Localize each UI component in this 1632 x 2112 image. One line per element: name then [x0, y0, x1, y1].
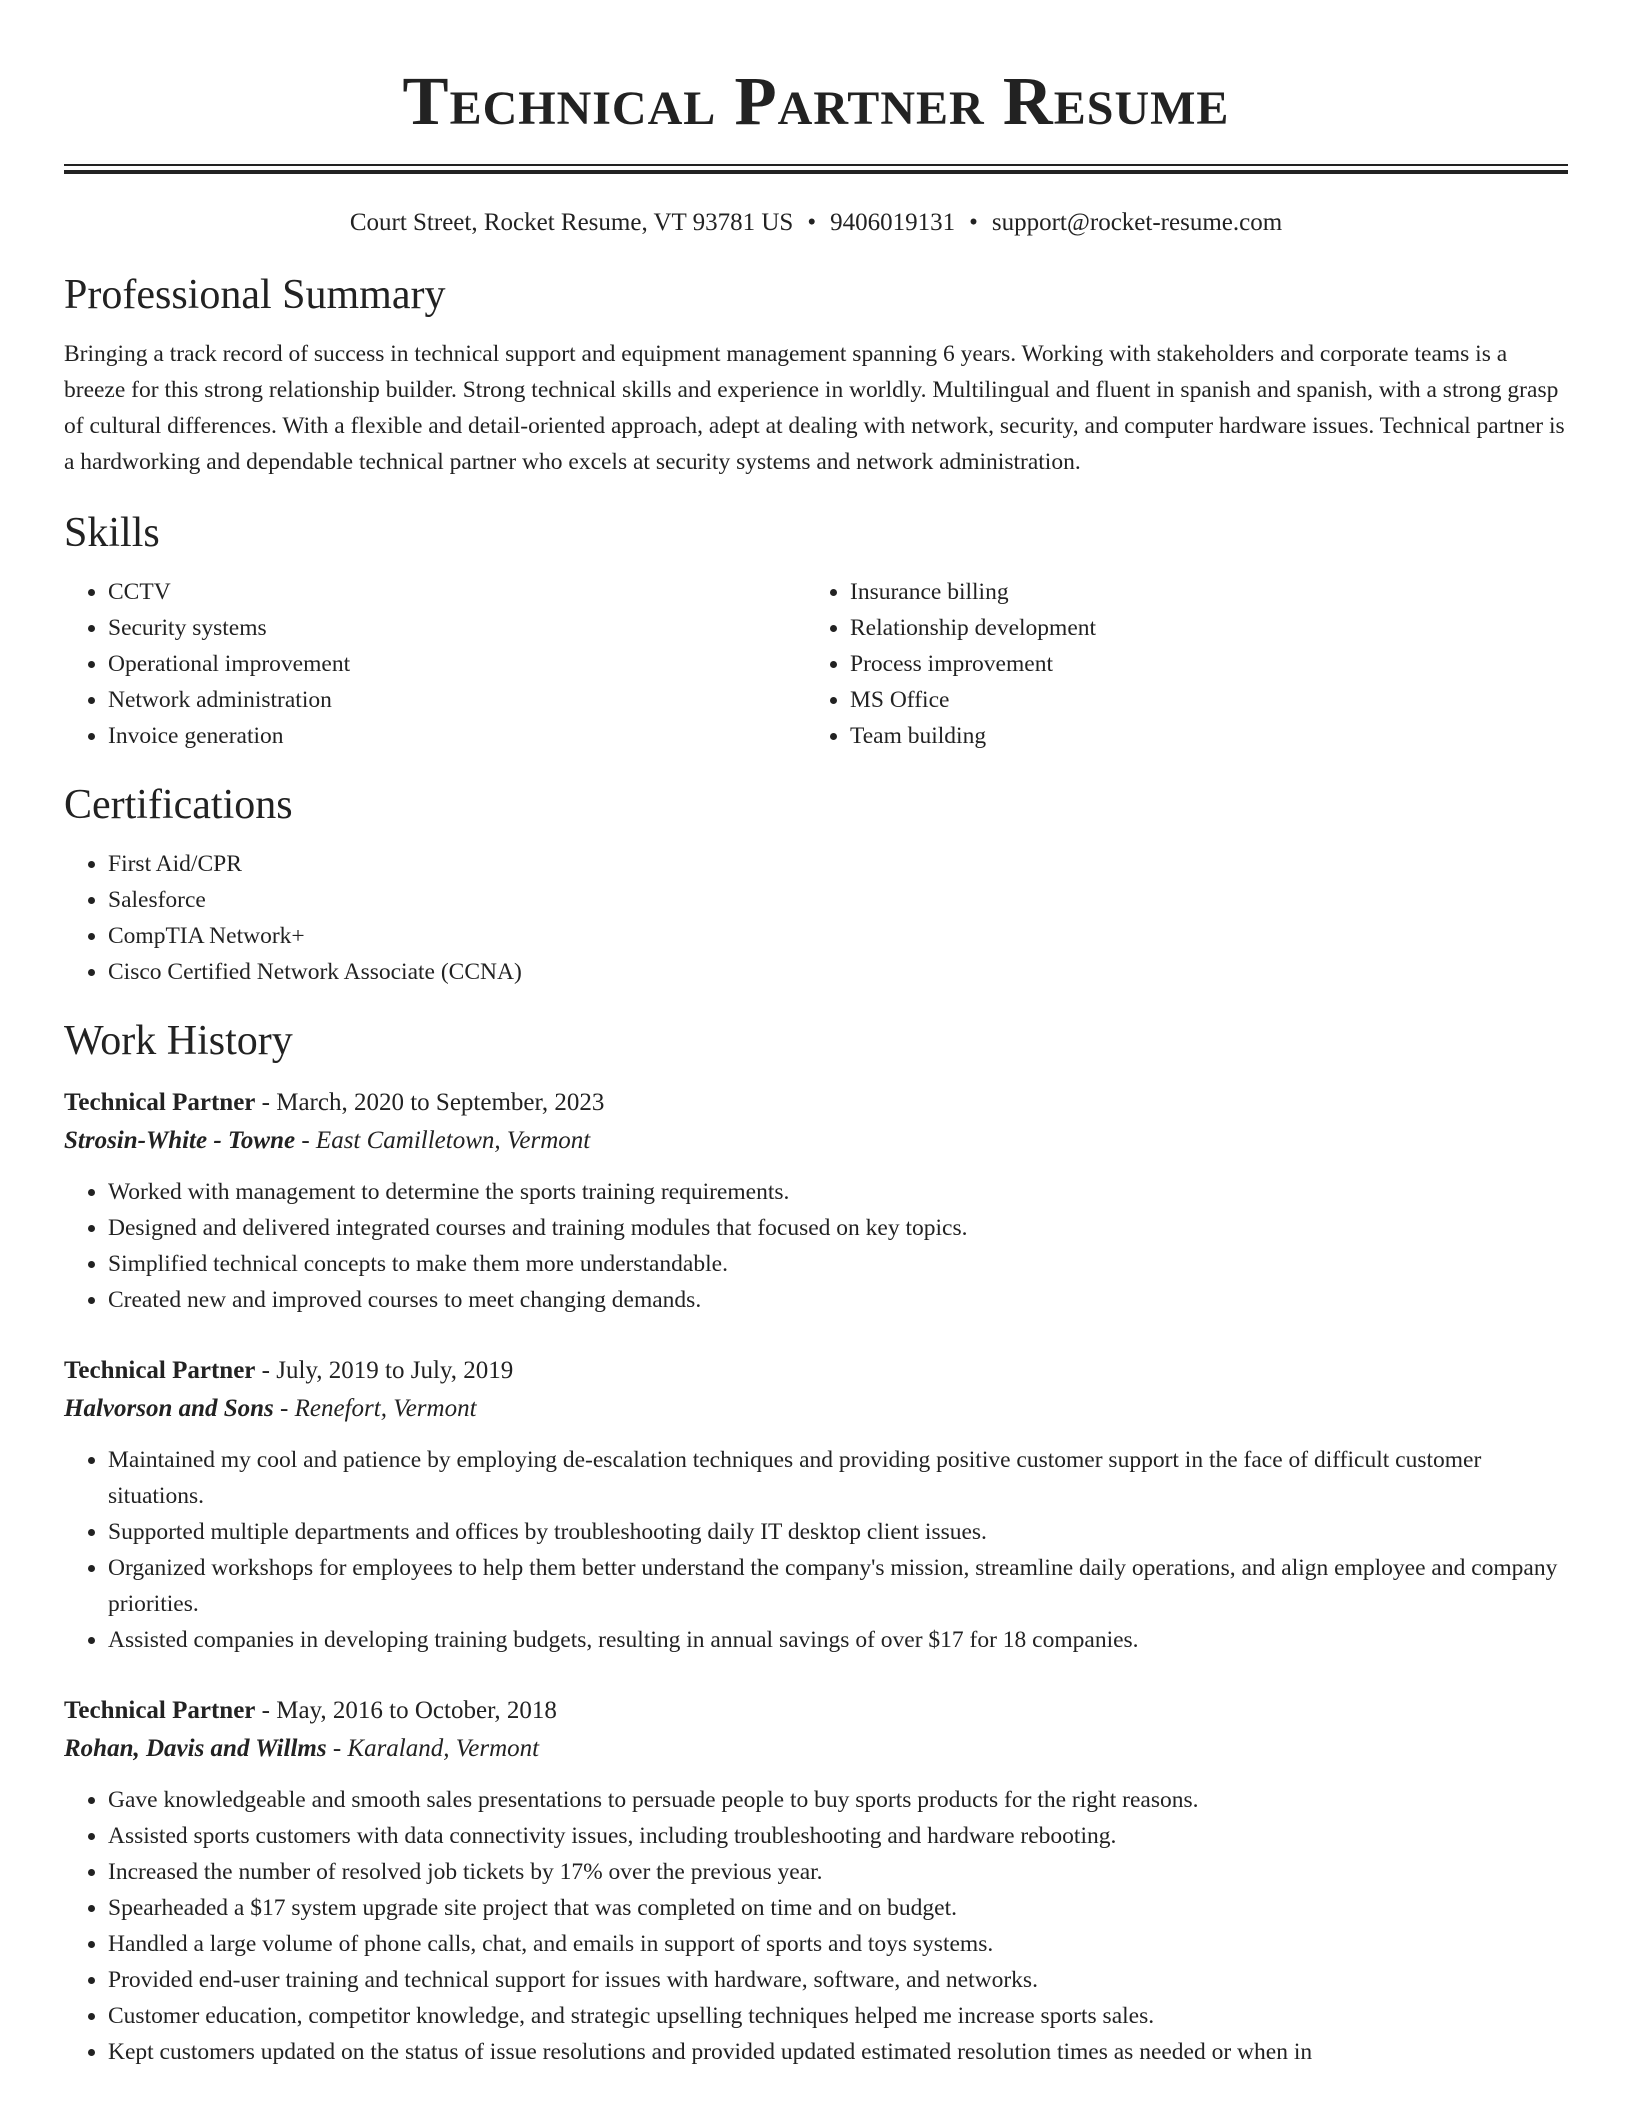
job-bullet: • Assisted sports customers with data connectivity issues, including troubleshooting and hardware rebooting. [108, 1818, 1568, 1854]
contact-separator: • [807, 209, 817, 236]
job-company: Strosin-White - Towne [64, 1127, 296, 1154]
job-location: - East Camilletown, Vermont [295, 1127, 591, 1154]
job-bullets [64, 1442, 1568, 1658]
skills-column-right [806, 574, 1548, 754]
job-bullet: • Assisted companies in developing training budgets, resulting in annual savings of over $17 for 18 companies. [108, 1622, 1568, 1658]
certifications-list [64, 846, 1568, 990]
job-bullets [64, 1782, 1568, 2070]
job-bullets [64, 1174, 1568, 1318]
certification-item: • CompTIA Network+ [108, 918, 1568, 954]
job-company: Rohan, Davis and Willms [64, 1735, 327, 1762]
job-company: Halvorson and Sons [64, 1395, 274, 1422]
job-location: - Renefort, Vermont [273, 1395, 477, 1422]
job-company-line [64, 1122, 1568, 1160]
job-dates: - July, 2019 to July, 2019 [255, 1357, 514, 1384]
skill-item: • Insurance billing [850, 574, 1548, 610]
skill-item: • Network administration [108, 682, 806, 718]
job-bullet: • Customer education, competitor knowledge, and strategic upselling techniques helped me increase sports sales. [108, 1998, 1568, 2034]
summary-text: Bringing a track record of success in technical support and equipment management spanning 6 years. Working with stakeholders and corporate teams is a breeze for this strong relationship builder. Strong technical skills and experience in worldly. Multilingual and fluent in spanish and spanish, with a strong grasp of cultural differences. With a flexible and detail-oriented approach, adept at dealing with network, security, and computer hardware issues. Technical partner is a hardworking and dependable technical partner who excels at security systems and network administration. [64, 341, 1565, 475]
title-double-rule [64, 164, 1568, 174]
job-bullet: • Supported multiple departments and offices by troubleshooting daily IT desktop client issues. [108, 1514, 1568, 1550]
job-dates: - May, 2016 to October, 2018 [255, 1697, 557, 1724]
job-header [64, 1084, 1568, 1122]
certification-item: • Salesforce [108, 882, 1568, 918]
work-history-heading: Work History [64, 1018, 293, 1064]
certification-item: • Cisco Certified Network Associate (CCNA) [108, 954, 1568, 990]
job-entry [64, 1084, 1568, 1318]
contact-email: support@rocket-resume.com [991, 209, 1283, 236]
resume-title: Technical Partner Resume [402, 63, 1230, 139]
job-bullet: • Maintained my cool and patience by employing de-escalation techniques and providing positive customer support in the face of difficult customer situations. [108, 1442, 1568, 1514]
certifications-heading: Certifications [64, 782, 293, 828]
job-bullet: • Increased the number of resolved job tickets by 17% over the previous year. [108, 1854, 1568, 1890]
job-entry [64, 1692, 1568, 2070]
job-role: Technical Partner [64, 1697, 256, 1724]
job-bullet: • Simplified technical concepts to make them more understandable. [108, 1246, 1568, 1282]
skill-item: • Operational improvement [108, 646, 806, 682]
skill-item: • Team building [850, 718, 1548, 754]
skills-column-left [64, 574, 806, 754]
job-role: Technical Partner [64, 1357, 256, 1384]
job-bullet: • Worked with management to determine the sports training requirements. [108, 1174, 1568, 1210]
job-company-line [64, 1730, 1568, 1768]
job-role: Technical Partner [64, 1089, 256, 1116]
job-bullet: • Created new and improved courses to meet changing demands. [108, 1282, 1568, 1318]
job-header [64, 1352, 1568, 1390]
contact-line [64, 206, 1568, 240]
contact-address: Court Street, Rocket Resume, VT 93781 US [349, 209, 794, 236]
skills-grid [64, 574, 1568, 754]
skills-heading: Skills [64, 510, 160, 556]
job-bullet: • Gave knowledgeable and smooth sales presentations to persuade people to buy sports products for the right reasons. [108, 1782, 1568, 1818]
job-bullet: • Handled a large volume of phone calls, chat, and emails in support of sports and toys systems. [108, 1926, 1568, 1962]
skill-item: • Relationship development [850, 610, 1548, 646]
job-bullet: • Provided end-user training and technical support for issues with hardware, software, and networks. [108, 1962, 1568, 1998]
job-dates: - March, 2020 to September, 2023 [255, 1089, 605, 1116]
job-bullet: • Designed and delivered integrated courses and training modules that focused on key topics. [108, 1210, 1568, 1246]
summary-heading: Professional Summary [64, 272, 446, 318]
skill-item: • CCTV [108, 574, 806, 610]
resume-page [64, 0, 1568, 2070]
job-header [64, 1692, 1568, 1730]
skill-item: • Process improvement [850, 646, 1548, 682]
job-bullet: • Spearheaded a $17 system upgrade site project that was completed on time and on budget. [108, 1890, 1568, 1926]
job-location: - Karaland, Vermont [326, 1735, 540, 1762]
contact-separator: • [969, 209, 978, 236]
job-bullet: • Kept customers updated on the status of issue resolutions and provided updated estimated resolution times as needed or when in [108, 2034, 1568, 2070]
contact-phone: 9406019131 [830, 209, 956, 236]
job-entry [64, 1352, 1568, 1658]
job-company-line [64, 1390, 1568, 1428]
certification-item: • First Aid/CPR [108, 846, 1568, 882]
skill-item: • Invoice generation [108, 718, 806, 754]
skill-item: • MS Office [850, 682, 1548, 718]
skill-item: • Security systems [108, 610, 806, 646]
job-bullet: • Organized workshops for employees to help them better understand the company's mission, streamline daily operations, and align employee and company priorities. [108, 1550, 1568, 1622]
